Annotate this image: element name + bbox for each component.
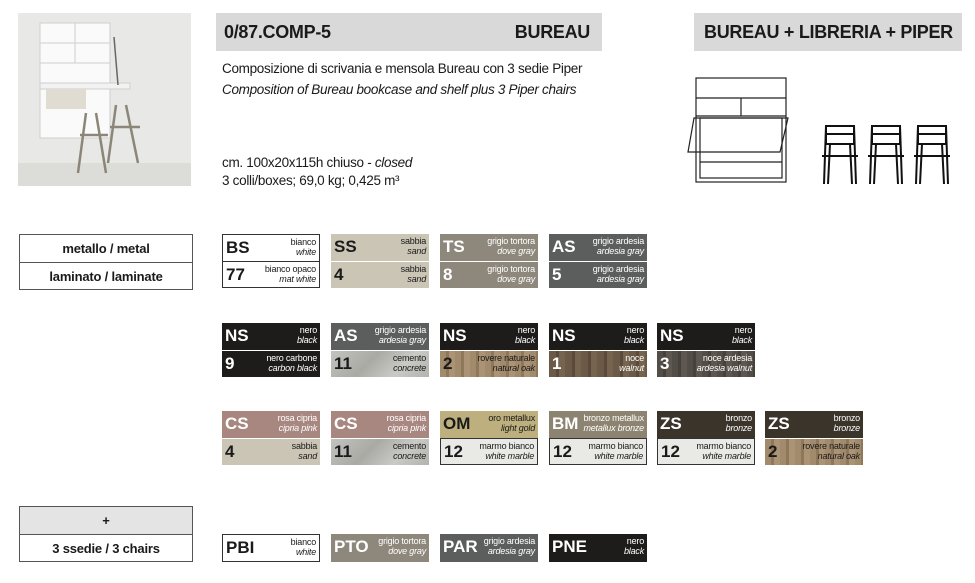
finish-name-text: natural oak bbox=[817, 451, 860, 461]
finish-name bbox=[477, 353, 535, 373]
finish-half bbox=[549, 234, 647, 261]
finish-name bbox=[393, 441, 426, 461]
finish-name-text: light gold bbox=[500, 423, 535, 433]
finish-name-text: dove gray bbox=[497, 274, 535, 284]
finish-half bbox=[222, 438, 320, 465]
chair-finish-swatch[interactable] bbox=[549, 534, 647, 562]
finish-name-text: marmo bianco bbox=[696, 441, 751, 451]
finish-name bbox=[593, 264, 644, 284]
finish-code: NS bbox=[443, 326, 467, 345]
composition-drawing bbox=[686, 74, 956, 190]
finish-name-text: walnut bbox=[619, 363, 644, 373]
finish-name-text: grigio ardesia bbox=[374, 325, 426, 335]
label-laminate: laminato / laminate bbox=[19, 262, 193, 290]
description-en: Composition of Bureau bookcase and shelf plus 3 Piper chairs bbox=[222, 82, 577, 97]
chair-finish-swatch[interactable] bbox=[331, 534, 429, 562]
finish-half bbox=[440, 323, 538, 350]
finish-name bbox=[393, 353, 426, 373]
finish-swatch[interactable] bbox=[440, 234, 538, 288]
finish-code: 2 bbox=[443, 354, 453, 373]
finish-name bbox=[802, 441, 860, 461]
finish-name-text: marmo bianco bbox=[479, 441, 534, 451]
composition-label: BUREAU + LIBRERIA + PIPER bbox=[704, 21, 953, 42]
finish-name-text: bronzo bbox=[833, 413, 860, 423]
finish-half bbox=[549, 534, 647, 562]
finish-half bbox=[331, 234, 429, 261]
finish-name-text: nero carbone bbox=[266, 353, 317, 363]
finish-code: CS bbox=[334, 414, 358, 433]
finish-code: AS bbox=[552, 237, 576, 256]
finish-half bbox=[222, 234, 320, 261]
finish-half bbox=[549, 350, 647, 377]
chair-finish-swatch[interactable] bbox=[222, 534, 320, 562]
finish-code: SS bbox=[334, 237, 357, 256]
finish-name-text: bianco opaco bbox=[264, 264, 316, 274]
finish-code: AS bbox=[334, 326, 358, 345]
finish-name-text: cemento bbox=[392, 353, 426, 363]
finish-code: ZS bbox=[768, 414, 790, 433]
finish-half bbox=[331, 534, 429, 562]
finish-name-text: bronzo bbox=[725, 413, 752, 423]
finish-name-text: grigio ardesia bbox=[483, 536, 535, 546]
finish-name-text: cipria pink bbox=[278, 423, 317, 433]
finish-half bbox=[331, 438, 429, 465]
finish-name-text: cemento bbox=[392, 441, 426, 451]
finish-code: 11 bbox=[334, 442, 352, 461]
finish-name-text: noce bbox=[625, 353, 644, 363]
product-code-bar bbox=[216, 13, 602, 51]
finish-half bbox=[549, 323, 647, 350]
finish-name-text: noce ardesia bbox=[702, 353, 752, 363]
finish-name-text: ardesia gray bbox=[596, 246, 644, 256]
finish-half bbox=[222, 411, 320, 438]
finish-half bbox=[440, 234, 538, 261]
finish-name-text: black bbox=[623, 335, 644, 345]
finish-code: 4 bbox=[225, 442, 235, 461]
finish-name bbox=[624, 325, 644, 345]
finish-code: 9 bbox=[225, 354, 235, 373]
finish-code: 2 bbox=[768, 442, 778, 461]
finish-name-text: marmo bianco bbox=[588, 441, 643, 451]
finish-name-text: white bbox=[295, 547, 316, 557]
finish-half bbox=[440, 261, 538, 288]
finish-half bbox=[331, 411, 429, 438]
finish-name-text: mat white bbox=[279, 274, 316, 284]
finish-name bbox=[726, 413, 752, 433]
finish-swatch[interactable] bbox=[440, 323, 538, 377]
finish-code: 5 bbox=[552, 265, 562, 284]
finish-name-text: sabbia bbox=[400, 264, 426, 274]
finish-code: NS bbox=[660, 326, 684, 345]
finish-name-text: nero bbox=[734, 325, 752, 335]
finish-name-text: black bbox=[296, 335, 317, 345]
finish-code: 8 bbox=[443, 265, 453, 284]
finish-code: BM bbox=[552, 414, 579, 433]
finish-name-text: nero bbox=[626, 325, 644, 335]
finish-name-text: nero bbox=[626, 536, 644, 546]
finish-name-text: rovere naturale bbox=[802, 441, 860, 451]
finish-name-text: black bbox=[514, 335, 535, 345]
finish-name bbox=[624, 536, 644, 556]
finish-name-text: ardesia gray bbox=[378, 335, 426, 345]
finish-half bbox=[549, 411, 647, 438]
finish-code: 3 bbox=[660, 354, 670, 373]
finish-code: 77 bbox=[226, 265, 245, 284]
finish-code: NS bbox=[225, 326, 249, 345]
finish-name bbox=[291, 537, 316, 557]
finish-half bbox=[440, 411, 538, 438]
finish-code: 1 bbox=[552, 354, 562, 373]
finish-swatch[interactable] bbox=[549, 234, 647, 288]
finish-name bbox=[484, 536, 535, 556]
finish-name-text: natural oak bbox=[492, 363, 535, 373]
finish-name-text: grigio ardesia bbox=[592, 264, 644, 274]
finish-name bbox=[292, 441, 317, 461]
finish-name bbox=[291, 237, 316, 257]
finish-name bbox=[697, 353, 752, 373]
finish-name-text: oro metallux bbox=[488, 413, 535, 423]
finish-code: CS bbox=[225, 414, 249, 433]
finish-name bbox=[619, 353, 644, 373]
finish-half bbox=[440, 350, 538, 377]
finish-name-text: bianco bbox=[290, 537, 316, 547]
finish-name bbox=[278, 413, 317, 433]
finish-name bbox=[265, 264, 316, 284]
finish-half bbox=[222, 323, 320, 350]
finish-half bbox=[222, 350, 320, 377]
composition-title bbox=[694, 13, 962, 51]
finish-name-text: bronze bbox=[725, 423, 752, 433]
finish-half bbox=[440, 438, 538, 465]
finish-swatch[interactable] bbox=[549, 411, 647, 465]
finish-name bbox=[696, 441, 751, 461]
finish-code: 12 bbox=[444, 442, 463, 461]
finish-swatch[interactable] bbox=[657, 323, 755, 377]
finish-swatch[interactable] bbox=[222, 323, 320, 377]
description-it: Composizione di scrivania e mensola Bureau con 3 sedie Piper bbox=[222, 61, 583, 76]
finish-name-text: white marble bbox=[485, 451, 534, 461]
finish-name bbox=[834, 413, 860, 433]
finish-half bbox=[765, 438, 863, 465]
finish-code: PAR bbox=[443, 537, 478, 556]
finish-half bbox=[222, 261, 320, 288]
finish-half bbox=[657, 350, 755, 377]
finish-name-text: bronzo metallux bbox=[583, 413, 644, 423]
finish-name-text: concrete bbox=[393, 363, 426, 373]
finish-name bbox=[487, 264, 535, 284]
finish-name-text: sabbia bbox=[400, 236, 426, 246]
finish-name-text: concrete bbox=[393, 451, 426, 461]
label-plus: + bbox=[19, 506, 193, 535]
finish-name bbox=[401, 264, 426, 284]
finish-name-text: carbon black bbox=[268, 363, 317, 373]
finish-name-text: dove gray bbox=[497, 246, 535, 256]
finish-half bbox=[331, 261, 429, 288]
finish-name bbox=[297, 325, 317, 345]
finish-name-text: grigio ardesia bbox=[592, 236, 644, 246]
finish-code: 11 bbox=[334, 354, 352, 373]
finish-swatch[interactable] bbox=[222, 411, 320, 465]
finish-name-text: ardesia gray bbox=[596, 274, 644, 284]
finish-name-text: grigio tortora bbox=[487, 236, 535, 246]
label-metal: metallo / metal bbox=[19, 234, 193, 263]
finish-code: 12 bbox=[661, 442, 680, 461]
finish-name-text: bianco bbox=[290, 237, 316, 247]
dimensions: cm. 100x20x115h chiuso - closed bbox=[222, 155, 413, 170]
finish-half bbox=[549, 438, 647, 465]
finish-swatch[interactable] bbox=[549, 323, 647, 377]
finish-name-text: bronze bbox=[833, 423, 860, 433]
finish-name-text: metallux bronze bbox=[583, 423, 644, 433]
finish-name-text: ardesia gray bbox=[487, 546, 535, 556]
finish-name bbox=[387, 413, 426, 433]
finish-name-text: sabbia bbox=[291, 441, 317, 451]
finish-name bbox=[515, 325, 535, 345]
finish-name-text: rosa cipria bbox=[277, 413, 317, 423]
finish-name-text: nero bbox=[517, 325, 535, 335]
finish-name bbox=[593, 236, 644, 256]
finish-name bbox=[588, 441, 643, 461]
finish-swatch[interactable] bbox=[331, 323, 429, 377]
finish-half bbox=[657, 323, 755, 350]
product-name: BUREAU bbox=[514, 21, 590, 42]
finish-name bbox=[375, 325, 426, 345]
finish-swatch[interactable] bbox=[222, 234, 320, 288]
package-info: 3 colli/boxes; 69,0 kg; 0,425 m³ bbox=[222, 173, 400, 188]
finish-name bbox=[488, 413, 535, 433]
finish-swatch[interactable] bbox=[331, 411, 429, 465]
finish-name-text: black bbox=[731, 335, 752, 345]
finish-half bbox=[440, 534, 538, 562]
product-code: 0/87.COMP-5 bbox=[224, 21, 331, 42]
finish-half bbox=[765, 411, 863, 438]
finish-code: PNE bbox=[552, 537, 587, 556]
finish-name-text: white marble bbox=[594, 451, 643, 461]
finish-code: OM bbox=[443, 414, 471, 433]
finish-name-text: grigio tortora bbox=[487, 264, 535, 274]
label-chairs: 3 ssedie / 3 chairs bbox=[19, 534, 193, 562]
finish-name-text: ardesia walnut bbox=[696, 363, 752, 373]
finish-name-text: black bbox=[623, 546, 644, 556]
finish-half bbox=[331, 323, 429, 350]
chair-finish-swatch[interactable] bbox=[440, 534, 538, 562]
finish-half bbox=[657, 438, 755, 465]
finish-name-text: grigio tortora bbox=[378, 536, 426, 546]
finish-swatch[interactable] bbox=[331, 234, 429, 288]
finish-code: 4 bbox=[334, 265, 344, 284]
finish-name bbox=[401, 236, 426, 256]
finish-swatch[interactable] bbox=[657, 411, 755, 465]
finish-half bbox=[657, 411, 755, 438]
finish-code: PTO bbox=[334, 537, 369, 556]
finish-name-text: sand bbox=[298, 451, 317, 461]
finish-name-text: dove gray bbox=[388, 546, 426, 556]
finish-name-text: sand bbox=[407, 246, 426, 256]
finish-half bbox=[222, 534, 320, 562]
finish-name bbox=[378, 536, 426, 556]
finish-name bbox=[487, 236, 535, 256]
finish-code: PBI bbox=[226, 538, 255, 557]
finish-half bbox=[549, 261, 647, 288]
finish-name-text: sand bbox=[407, 274, 426, 284]
finish-swatch[interactable] bbox=[765, 411, 863, 465]
finish-code: TS bbox=[443, 237, 465, 256]
finish-name bbox=[479, 441, 534, 461]
finish-code: ZS bbox=[660, 414, 682, 433]
finish-name bbox=[732, 325, 752, 345]
product-photo bbox=[18, 13, 191, 186]
finish-name-text: rosa cipria bbox=[386, 413, 426, 423]
finish-name-text: rovere naturale bbox=[477, 353, 535, 363]
finish-code: 12 bbox=[553, 442, 572, 461]
finish-name-text: cipria pink bbox=[387, 423, 426, 433]
finish-name-text: white bbox=[295, 247, 316, 257]
finish-code: BS bbox=[226, 238, 250, 257]
finish-name bbox=[583, 413, 644, 433]
finish-half bbox=[331, 350, 429, 377]
finish-name bbox=[266, 353, 317, 373]
finish-code: NS bbox=[552, 326, 576, 345]
finish-name-text: nero bbox=[299, 325, 317, 335]
finish-swatch[interactable] bbox=[440, 411, 538, 465]
finish-name-text: white marble bbox=[702, 451, 751, 461]
